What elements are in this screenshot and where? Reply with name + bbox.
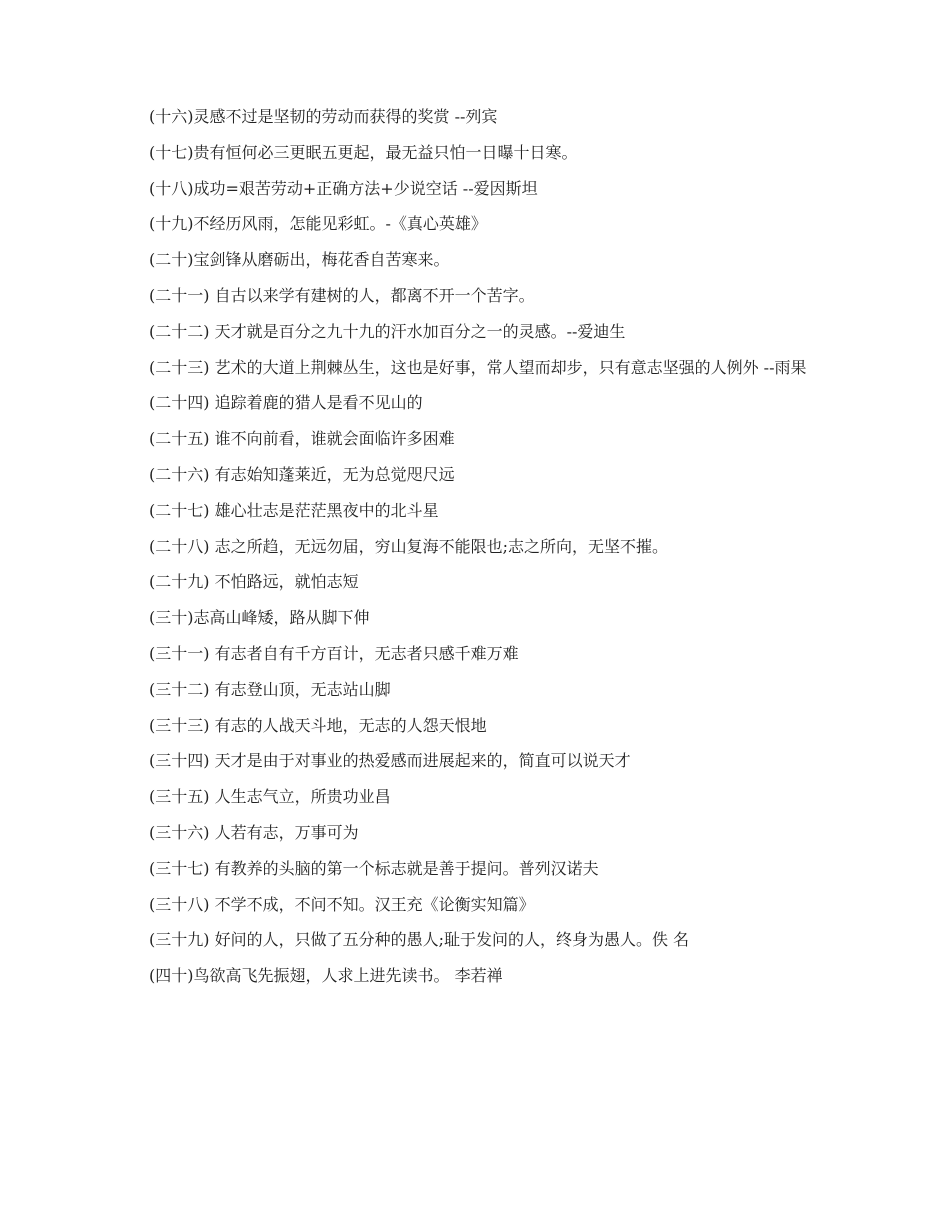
quote-line-23: (二十三) 艺术的大道上荆棘丛生，这也是好事，常人望而却步，只有意志坚强的人例外 --雨果 [149, 357, 807, 377]
quote-line-34: (三十四) 天才是由于对事业的热爱感而进展起来的，简直可以说天才 [149, 751, 631, 771]
quote-line-17: (十七)贵有恒何必三更眠五更起，最无益只怕一日曝十日寒。 [149, 142, 578, 162]
quote-line-32: (三十二) 有志登山顶，无志站山脚 [149, 679, 391, 699]
quote-line-28: (二十八) 志之所趋，无远勿届，穷山复海不能限也;志之所向，无坚不摧。 [149, 536, 668, 556]
quote-line-29: (二十九) 不怕路远，就怕志短 [149, 572, 359, 592]
quote-line-30: (三十)志高山峰矮，路从脚下伸 [149, 608, 370, 628]
quote-line-35: (三十五) 人生志气立，所贵功业昌 [149, 787, 391, 807]
quote-line-19: (十九)不经历风雨，怎能见彩虹。-《真心英雄》 [149, 214, 487, 234]
quote-line-27: (二十七) 雄心壮志是茫茫黑夜中的北斗星 [149, 500, 439, 520]
quote-line-22: (二十二) 天才就是百分之九十九的汗水加百分之一的灵感。--爱迪生 [149, 321, 626, 341]
quote-line-33: (三十三) 有志的人战天斗地，无志的人怨天恨地 [149, 715, 487, 735]
quote-line-31: (三十一) 有志者自有千方百计，无志者只感千难万难 [149, 643, 519, 663]
document-body [113, 108, 825, 1003]
quote-line-21: (二十一) 自古以来学有建树的人，都离不开一个苦字。 [149, 285, 535, 305]
quote-line-36: (三十六) 人若有志，万事可为 [149, 822, 359, 842]
quote-line-38: (三十八) 不学不成，不问不知。汉王充《论衡实知篇》 [149, 894, 535, 914]
quote-line-37: (三十七) 有教养的头脑的第一个标志就是善于提问。普列汉诺夫 [149, 858, 599, 878]
quote-line-26: (二十六) 有志始知蓬莱近，无为总觉咫尺远 [149, 464, 455, 484]
quote-line-16: (十六)灵感不过是坚韧的劳动而获得的奖赏 --列宾 [149, 107, 498, 126]
quote-line-39: (三十九) 好问的人，只做了五分种的愚人;耻于发问的人，终身为愚人。佚 名 [149, 930, 690, 950]
quote-line-20: (二十)宝剑锋从磨砺出，梅花香自苦寒来。 [149, 250, 450, 270]
quote-line-40: (四十)鸟欲高飞先振翅，人求上进先读书。 李若禅 [149, 966, 503, 986]
quote-line-25: (二十五) 谁不向前看，谁就会面临许多困难 [149, 429, 455, 449]
quote-line-18: (十八)成功=艰苦劳动+正确方法+少说空话 --爱因斯坦 [149, 178, 538, 198]
quote-line-24: (二十四) 追踪着鹿的猎人是看不见山的 [149, 393, 423, 413]
